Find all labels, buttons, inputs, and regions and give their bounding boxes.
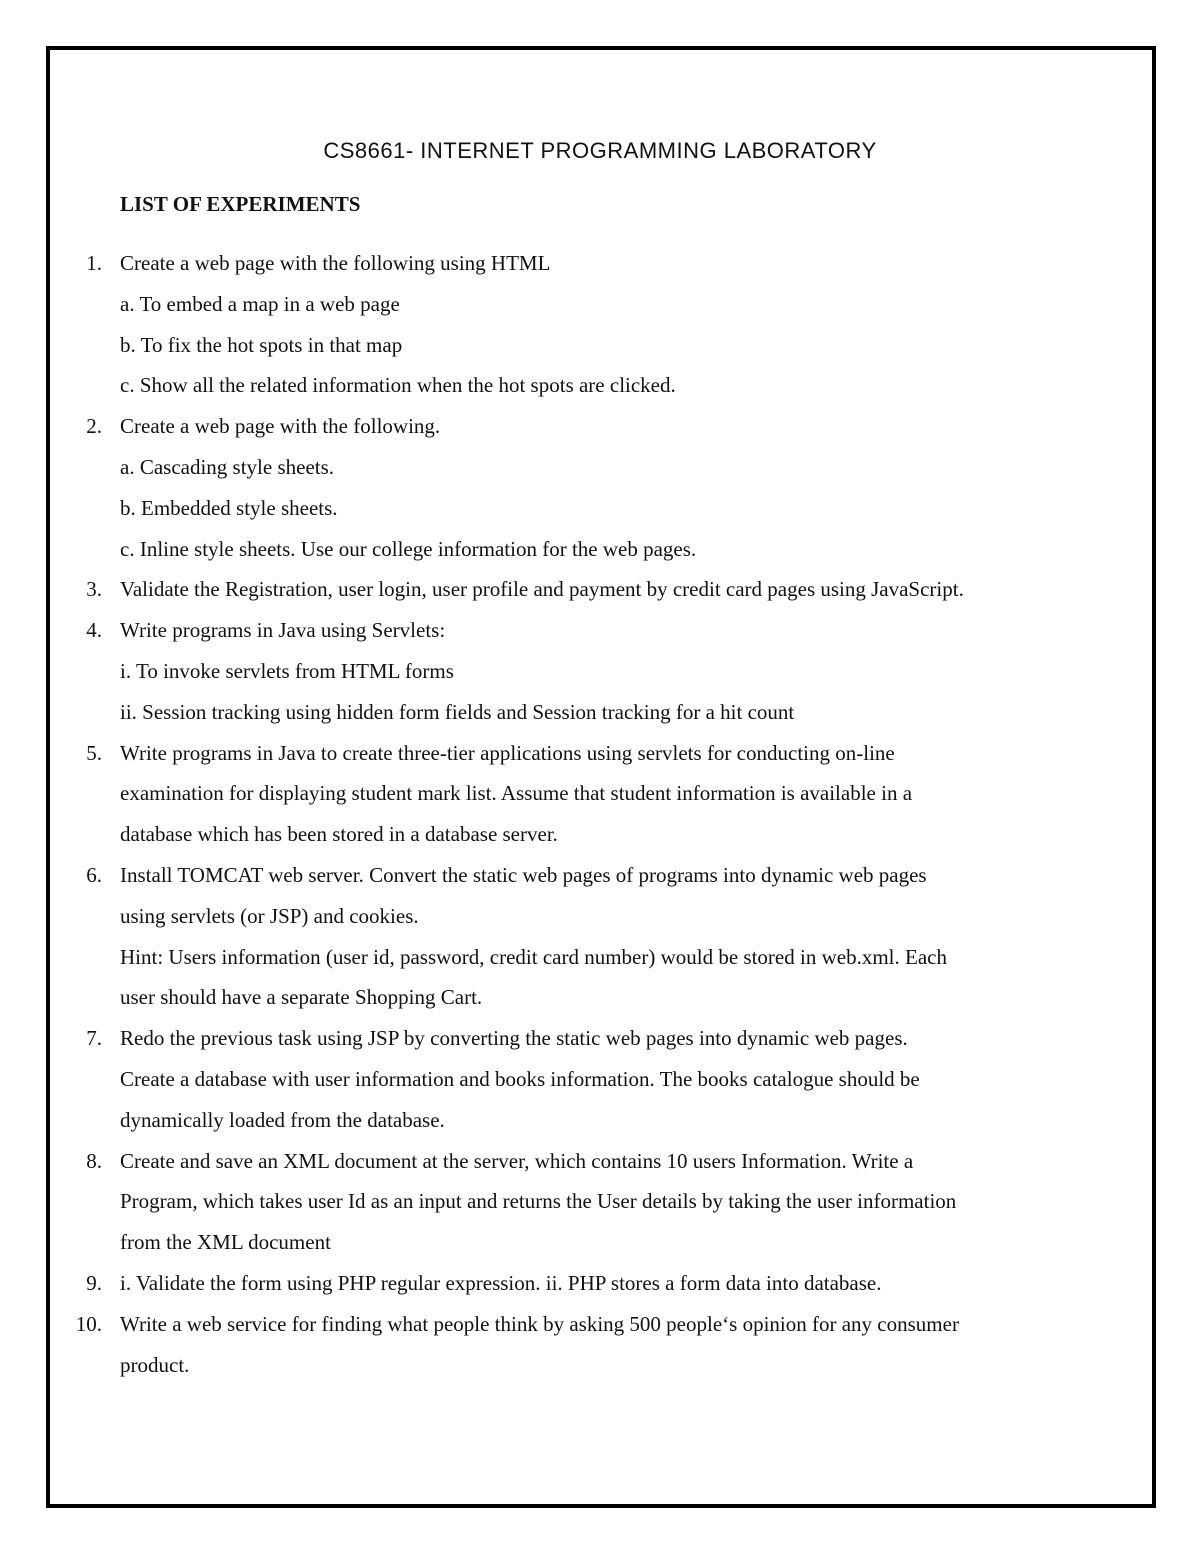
experiment-number: 7. xyxy=(86,1026,102,1051)
experiment-item-line xyxy=(0,1062,1200,1103)
experiment-text: b. To fix the hot spots in that map xyxy=(120,332,403,357)
experiment-text: Redo the previous task using JSP by converting the static web pages into dynamic web pages. xyxy=(120,1026,908,1051)
experiment-item xyxy=(0,1021,1200,1062)
experiment-item xyxy=(0,409,1200,450)
experiment-number: 6. xyxy=(86,862,102,887)
experiment-number: 1. xyxy=(86,251,102,275)
experiment-text: Create a web page with the following using HTML xyxy=(120,251,551,275)
experiment-text: Program, which takes user Id as an input and returns the User details by taking the user information xyxy=(120,1189,957,1214)
experiment-item-line xyxy=(0,491,1200,532)
experiment-item xyxy=(0,572,1200,613)
section-heading: LIST OF EXPERIMENTS xyxy=(120,192,361,216)
experiment-item-line xyxy=(0,695,1200,736)
experiment-item-line xyxy=(0,1103,1200,1144)
experiment-item-line xyxy=(0,328,1200,369)
experiment-item-line xyxy=(0,1225,1200,1266)
experiment-text: Create and save an XML document at the server, which contains 10 users Information. Write a xyxy=(120,1148,914,1173)
experiment-text: user should have a separate Shopping Cart. xyxy=(120,985,483,1010)
experiment-text: Validate the Registration, user login, user profile and payment by credit card pages using JavaScript. xyxy=(120,577,964,602)
experiment-text: b. Embedded style sheets. xyxy=(120,495,338,520)
experiment-number: 9. xyxy=(86,1270,102,1295)
experiment-text: from the XML document xyxy=(120,1230,331,1255)
experiment-text: a. To embed a map in a web page xyxy=(120,291,400,316)
experiment-number: 5. xyxy=(86,740,102,765)
experiment-number: 8. xyxy=(86,1148,102,1173)
experiment-item-line xyxy=(0,776,1200,817)
experiment-item xyxy=(0,858,1200,899)
experiment-text: using servlets (or JSP) and cookies. xyxy=(120,903,419,928)
experiment-item-line xyxy=(0,532,1200,573)
experiment-item xyxy=(0,246,1200,287)
experiment-text: Create a database with user information and books information. The books catalogue should be xyxy=(120,1066,920,1091)
experiment-item-line xyxy=(0,899,1200,940)
experiment-text: a. Cascading style sheets. xyxy=(120,454,335,479)
experiment-item-line xyxy=(0,817,1200,858)
experiment-text: database which has been stored in a database server. xyxy=(120,822,558,847)
experiment-list xyxy=(0,246,1200,1388)
experiment-text: Install TOMCAT web server. Convert the static web pages of programs into dynamic web pages xyxy=(120,862,927,887)
experiment-item-line xyxy=(0,368,1200,409)
experiment-text: Hint: Users information (user id, password, credit card number) would be stored in web.xml. Each xyxy=(120,944,947,969)
experiment-text: ii. Session tracking using hidden form fields and Session tracking for a hit count xyxy=(120,699,795,724)
experiment-number: 4. xyxy=(86,618,102,643)
experiment-item-line xyxy=(0,654,1200,695)
experiment-item xyxy=(0,1307,1200,1348)
experiment-number: 3. xyxy=(86,577,102,602)
experiment-text: Write a web service for finding what people think by asking 500 people‘s opinion for any consumer xyxy=(120,1311,959,1336)
experiment-text: product. xyxy=(120,1352,190,1377)
experiment-item-line xyxy=(0,940,1200,981)
experiment-text: c. Inline style sheets. Use our college information for the web pages. xyxy=(120,536,697,561)
experiment-item-line xyxy=(0,980,1200,1021)
experiment-text: Create a web page with the following. xyxy=(120,414,441,439)
experiment-item-line xyxy=(0,1184,1200,1225)
experiment-number: 2. xyxy=(86,414,102,439)
experiment-text: i. Validate the form using PHP regular expression. ii. PHP stores a form data into database. xyxy=(120,1270,882,1295)
experiment-item xyxy=(0,613,1200,654)
experiment-text: Write programs in Java using Servlets: xyxy=(120,618,446,643)
experiment-item-line xyxy=(0,287,1200,328)
experiment-item xyxy=(0,1144,1200,1185)
page-title: CS8661- INTERNET PROGRAMMING LABORATORY xyxy=(323,138,877,163)
experiment-text: i. To invoke servlets from HTML forms xyxy=(120,658,454,683)
experiment-item xyxy=(0,736,1200,777)
experiment-text: examination for displaying student mark list. Assume that student information is available in a xyxy=(120,781,913,806)
experiment-text: Write programs in Java to create three-tier applications using servlets for conducting on-line xyxy=(120,740,895,765)
experiment-number: 10. xyxy=(75,1311,102,1336)
experiment-item xyxy=(0,1266,1200,1307)
experiment-item-line xyxy=(0,1348,1200,1389)
experiment-text: c. Show all the related information when the hot spots are clicked. xyxy=(120,373,676,398)
experiment-item-line xyxy=(0,450,1200,491)
experiment-text: dynamically loaded from the database. xyxy=(120,1107,445,1132)
